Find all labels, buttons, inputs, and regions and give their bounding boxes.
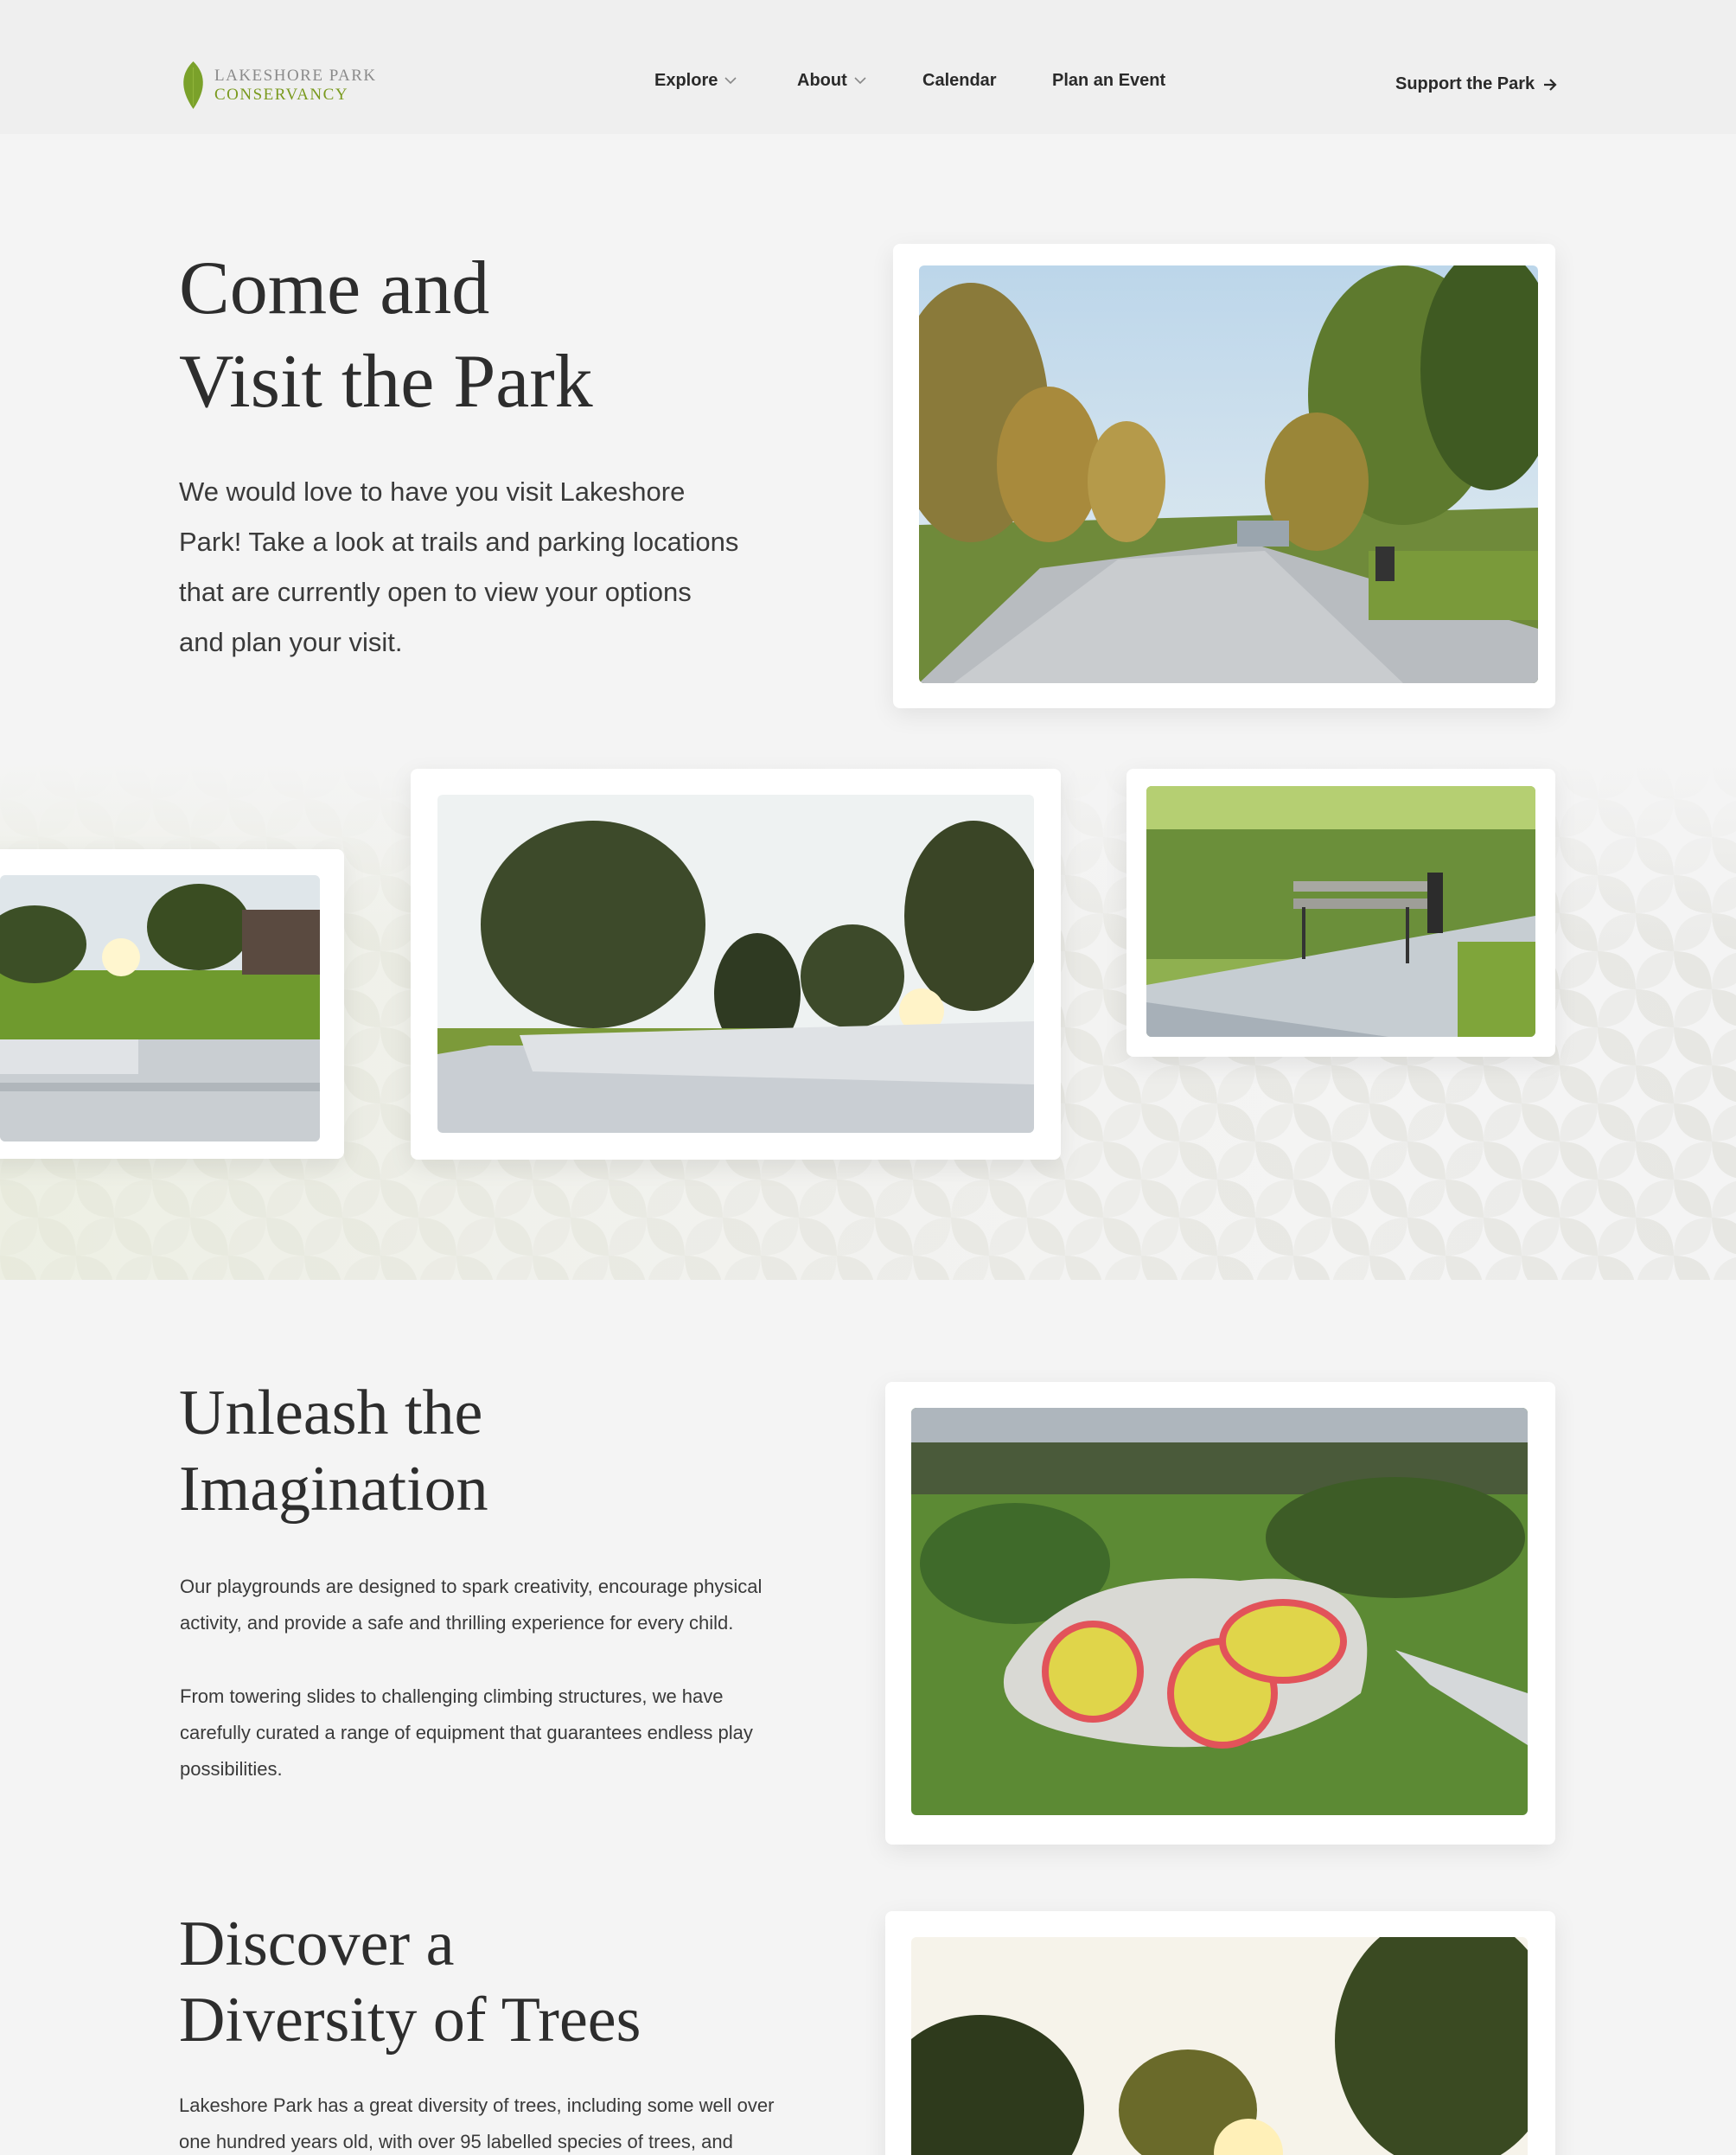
site-logo[interactable] <box>179 61 377 110</box>
trees-monument-photo-card <box>411 769 1061 1160</box>
logo-text-line1: LAKESHORE PARK <box>214 66 377 85</box>
nav-item-explore[interactable] <box>654 71 737 91</box>
paragraph-line: possibilities. <box>180 1758 283 1780</box>
leaf-icon <box>179 61 207 110</box>
imagination-title <box>179 1375 488 1527</box>
paragraph-line: activity, and provide a safe and thrilling experience for every child. <box>180 1612 734 1634</box>
nav-item-about[interactable] <box>797 71 866 91</box>
playground-aerial-photo <box>911 1408 1528 1815</box>
chevron-down-icon <box>724 77 737 85</box>
hero-lead <box>179 467 738 668</box>
monument-sunset-photo <box>0 875 320 1141</box>
trees-photo-card <box>885 1911 1555 2155</box>
support-the-park-link[interactable] <box>1395 74 1557 94</box>
hero-title-line2: Visit the Park <box>179 340 593 424</box>
arrow-right-icon <box>1543 79 1557 91</box>
nav-item-label: Explore <box>654 71 718 90</box>
paragraph-line: one hundred years old, with over 95 labelled species of trees, and <box>179 2131 733 2152</box>
hero-title <box>179 242 593 429</box>
paragraph-line: carefully curated a range of equipment that guarantees endless play <box>180 1722 753 1743</box>
trees-monument-photo <box>437 795 1034 1133</box>
nav-item-plan-an-event[interactable] <box>1052 71 1165 91</box>
site-header <box>0 0 1736 134</box>
trees-title-line2: Diversity of Trees <box>179 1985 641 2056</box>
park-path-photo <box>919 265 1538 683</box>
trees-title <box>179 1906 641 2058</box>
paragraph-line: From towering slides to challenging climbing structures, we have <box>180 1685 724 1707</box>
hero-lead-line: that are currently open to view your options <box>179 577 692 607</box>
hero-lead-line: Park! Take a look at trails and parking locations <box>179 527 739 557</box>
paragraph-line: Our playgrounds are designed to spark creativity, encourage physical <box>180 1576 763 1597</box>
nav-item-label: Calendar <box>922 71 997 90</box>
chevron-down-icon <box>854 77 866 85</box>
monument-photo-card <box>0 849 344 1159</box>
hero-title-line1: Come and <box>179 246 490 330</box>
imagination-paragraph-1 <box>180 1569 762 1641</box>
nav-item-label: About <box>797 71 847 90</box>
support-label: Support the Park <box>1395 74 1535 93</box>
imagination-title-line2: Imagination <box>179 1454 488 1525</box>
hero-lead-line: We would love to have you visit Lakeshore <box>179 476 686 507</box>
imagination-title-line1: Unleash the <box>179 1378 483 1448</box>
bench-photo-card <box>1126 769 1555 1057</box>
hero-photo-card <box>893 244 1555 708</box>
imagination-paragraph-2 <box>180 1679 753 1787</box>
nav-item-calendar[interactable] <box>922 71 997 91</box>
bench-garden-photo <box>1146 786 1535 1037</box>
trees-sunset-photo <box>911 1937 1528 2155</box>
trees-title-line1: Discover a <box>179 1909 455 1979</box>
playground-photo-card <box>885 1382 1555 1845</box>
paragraph-line: Lakeshore Park has a great diversity of trees, including some well over <box>179 2094 775 2116</box>
nav-item-label: Plan an Event <box>1052 71 1166 90</box>
hero-lead-line: and plan your visit. <box>179 627 403 657</box>
trees-paragraph-1 <box>179 2088 774 2155</box>
logo-text-line2: CONSERVANCY <box>214 85 349 104</box>
